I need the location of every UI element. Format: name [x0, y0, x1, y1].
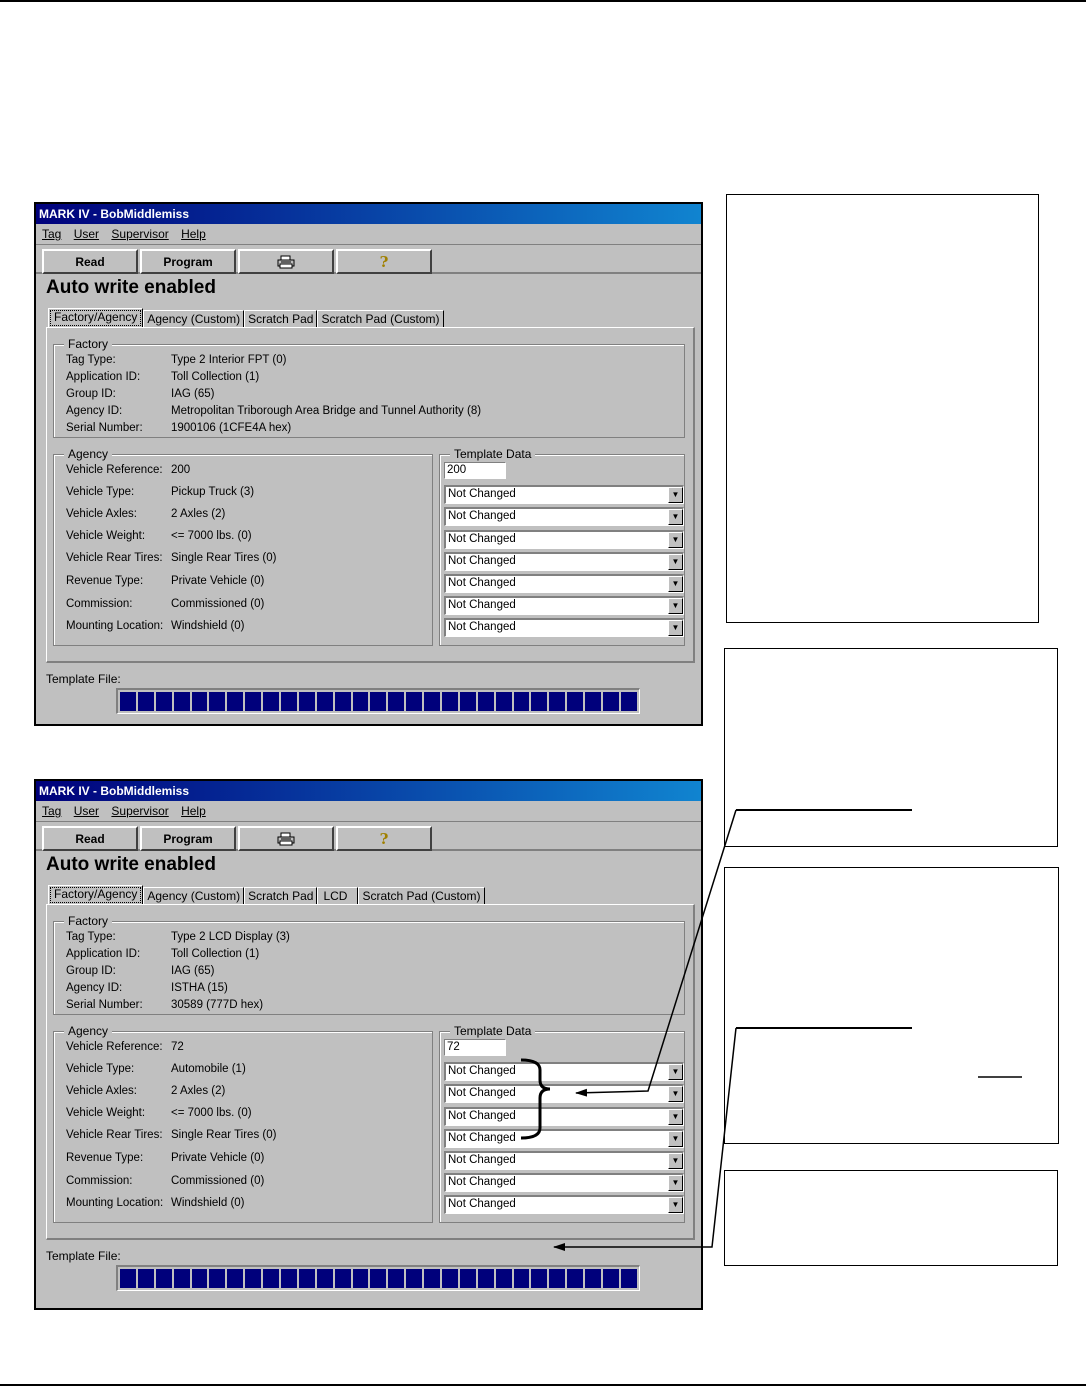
progress-segment [442, 1269, 458, 1288]
status-text: Auto write enabled [46, 277, 216, 298]
vehicle-reference-input[interactable]: 200 [444, 462, 506, 479]
factory-row: Agency ID: Metropolitan Triborough Area Bridge and Tunnel Authority (8) [66, 405, 482, 417]
agency-row: Revenue Type: Private Vehicle (0) [66, 575, 265, 587]
factory-row: Serial Number: 30589 (777D hex) [66, 999, 264, 1011]
factory-row: Serial Number: 1900106 (1CFE4A hex) [66, 422, 292, 434]
menu-supervisor[interactable]: Supervisor [111, 804, 169, 818]
revenue-type-combo[interactable]: Not Changed ▼ [444, 1151, 684, 1170]
window-title: MARK IV - BobMiddlemiss [36, 204, 701, 224]
progress-segment [424, 692, 440, 711]
printer-icon [277, 255, 295, 269]
dropdown-arrow-icon[interactable]: ▼ [668, 1109, 683, 1125]
program-button[interactable]: Program [140, 826, 236, 851]
app-window-1 [34, 202, 703, 726]
dropdown-arrow-icon[interactable]: ▼ [668, 509, 683, 525]
progress-segment [138, 1269, 154, 1288]
progress-segment [353, 1269, 369, 1288]
progress-segment [192, 692, 208, 711]
dropdown-arrow-icon[interactable]: ▼ [668, 554, 683, 570]
bottom-rule [0, 1384, 1086, 1386]
template-file-label: Template File: [46, 1249, 121, 1263]
agency-row: Revenue Type: Private Vehicle (0) [66, 1152, 265, 1164]
menu-bar [36, 801, 701, 822]
agency-row: Vehicle Reference: 200 [66, 464, 191, 476]
progress-segment [406, 1269, 422, 1288]
menu-supervisor[interactable]: Supervisor [111, 227, 169, 241]
dropdown-arrow-icon[interactable]: ▼ [668, 620, 683, 636]
tab-scratch-pad-custom[interactable]: Scratch Pad (Custom) [358, 887, 484, 905]
dropdown-arrow-icon[interactable]: ▼ [668, 1131, 683, 1147]
progress-segment [514, 692, 530, 711]
progress-segment [621, 1269, 637, 1288]
progress-segment [585, 692, 601, 711]
agency-row: Commission: Commissioned (0) [66, 598, 265, 610]
agency-group-label: Agency [64, 1024, 112, 1038]
vehicle-weight-combo[interactable]: Not Changed ▼ [444, 530, 684, 549]
menu-help[interactable]: Help [181, 804, 206, 818]
template-data-label: Template Data [450, 1024, 535, 1038]
vehicle-reference-input[interactable]: 72 [444, 1039, 506, 1056]
factory-row: Tag Type: Type 2 Interior FPT (0) [66, 354, 287, 366]
template-data-group [439, 447, 685, 646]
callout-box-4 [724, 1170, 1058, 1266]
help-button[interactable] [336, 249, 432, 274]
progress-segment [263, 1269, 279, 1288]
progress-segment [549, 692, 565, 711]
agency-group [53, 447, 433, 646]
vehicle-axles-combo[interactable]: Not Changed ▼ [444, 507, 684, 526]
agency-group [53, 1024, 433, 1223]
progress-bar [116, 1265, 640, 1291]
tab-panel [46, 327, 695, 663]
progress-segment [138, 692, 154, 711]
toolbar [36, 245, 701, 274]
progress-segment [567, 1269, 583, 1288]
progress-segment [549, 1269, 565, 1288]
agency-row: Vehicle Axles: 2 Axles (2) [66, 1085, 226, 1097]
callout-box-1 [726, 194, 1039, 623]
vehicle-weight-combo[interactable]: Not Changed ▼ [444, 1107, 684, 1126]
read-button[interactable]: Read [42, 826, 138, 851]
progress-segment [567, 692, 583, 711]
menu-tag[interactable]: Tag [42, 804, 62, 818]
progress-segment [281, 692, 297, 711]
top-rule [0, 0, 1086, 2]
factory-row: Group ID: IAG (65) [66, 965, 215, 977]
progress-segment [585, 1269, 601, 1288]
menu-bar [36, 224, 701, 245]
progress-segment [388, 692, 404, 711]
callout-box-3 [724, 867, 1059, 1144]
rear-tires-combo[interactable]: Not Changed ▼ [444, 552, 684, 571]
vehicle-axles-combo[interactable]: Not Changed ▼ [444, 1084, 684, 1103]
factory-row: Tag Type: Type 2 LCD Display (3) [66, 931, 290, 943]
factory-group-label: Factory [64, 337, 112, 351]
progress-segment [442, 692, 458, 711]
mounting-location-combo[interactable]: Not Changed ▼ [444, 618, 684, 637]
dropdown-arrow-icon[interactable]: ▼ [668, 1197, 683, 1213]
agency-row: Commission: Commissioned (0) [66, 1175, 265, 1187]
status-text: Auto write enabled [46, 854, 216, 875]
agency-row: Vehicle Type: Automobile (1) [66, 1063, 246, 1075]
question-icon: ? [379, 829, 389, 848]
read-button[interactable]: Read [42, 249, 138, 274]
progress-segment [120, 1269, 136, 1288]
progress-segment [603, 692, 619, 711]
revenue-type-combo[interactable]: Not Changed ▼ [444, 574, 684, 593]
dropdown-arrow-icon[interactable]: ▼ [668, 1064, 683, 1080]
tab-panel [46, 904, 695, 1240]
toolbar [36, 822, 701, 851]
progress-segment [317, 692, 333, 711]
window-title: MARK IV - BobMiddlemiss [36, 781, 701, 801]
tab-lcd[interactable]: LCD [317, 887, 358, 905]
progress-segment [281, 1269, 297, 1288]
progress-segment [209, 692, 225, 711]
agency-row: Mounting Location: Windshield (0) [66, 620, 245, 632]
progress-segment [174, 692, 190, 711]
progress-segment [120, 692, 136, 711]
progress-segment [370, 1269, 386, 1288]
agency-row: Mounting Location: Windshield (0) [66, 1197, 245, 1209]
progress-segment [335, 1269, 351, 1288]
template-data-label: Template Data [450, 447, 535, 461]
agency-group-label: Agency [64, 447, 112, 461]
factory-row: Group ID: IAG (65) [66, 388, 215, 400]
progress-segment [353, 692, 369, 711]
progress-segment [460, 1269, 476, 1288]
menu-user[interactable]: User [73, 227, 100, 241]
print-button[interactable] [238, 826, 334, 851]
progress-segment [514, 1269, 530, 1288]
progress-bar [116, 688, 640, 714]
question-icon: ? [379, 252, 389, 271]
dropdown-arrow-icon[interactable]: ▼ [668, 1086, 683, 1102]
dropdown-arrow-icon[interactable]: ▼ [668, 487, 683, 503]
dropdown-arrow-icon[interactable]: ▼ [668, 532, 683, 548]
tab-agency-custom[interactable]: Agency (Custom) [143, 887, 244, 905]
progress-segment [227, 1269, 243, 1288]
callout-box-2 [724, 648, 1058, 847]
tab-strip [48, 885, 485, 905]
progress-segment [299, 1269, 315, 1288]
progress-segment [603, 1269, 619, 1288]
agency-row: Vehicle Rear Tires: Single Rear Tires (0) [66, 1129, 277, 1141]
progress-segment [388, 1269, 404, 1288]
progress-segment [478, 1269, 494, 1288]
progress-segment [531, 692, 547, 711]
progress-segment [478, 692, 494, 711]
factory-row: Application ID: Toll Collection (1) [66, 948, 260, 960]
template-data-group [439, 1024, 685, 1223]
menu-help[interactable]: Help [181, 227, 206, 241]
progress-segment [460, 692, 476, 711]
tab-strip [48, 308, 444, 328]
progress-segment [496, 1269, 512, 1288]
tab-factory-agency[interactable]: Factory/Agency [48, 308, 143, 328]
progress-segment [209, 1269, 225, 1288]
vehicle-type-combo[interactable]: Not Changed ▼ [444, 1062, 684, 1081]
tab-factory-agency[interactable]: Factory/Agency [48, 885, 143, 905]
tab-scratch-pad[interactable]: Scratch Pad [244, 887, 317, 905]
progress-segment [156, 1269, 172, 1288]
mounting-location-combo[interactable]: Not Changed ▼ [444, 1195, 684, 1214]
help-button[interactable] [336, 826, 432, 851]
tab-scratch-pad-custom[interactable]: Scratch Pad (Custom) [317, 310, 443, 328]
progress-segment [263, 692, 279, 711]
tab-agency-custom[interactable]: Agency (Custom) [143, 310, 244, 328]
dropdown-arrow-icon[interactable]: ▼ [668, 576, 683, 592]
program-button[interactable]: Program [140, 249, 236, 274]
progress-segment [370, 692, 386, 711]
progress-segment [299, 692, 315, 711]
menu-tag[interactable]: Tag [42, 227, 62, 241]
commission-combo[interactable]: Not Changed ▼ [444, 596, 684, 615]
progress-segment [621, 692, 637, 711]
factory-row: Agency ID: ISTHA (15) [66, 982, 228, 994]
factory-group [53, 914, 685, 1015]
print-button[interactable] [238, 249, 334, 274]
app-window-2 [34, 779, 703, 1310]
progress-segment [174, 1269, 190, 1288]
progress-segment [406, 692, 422, 711]
dropdown-arrow-icon[interactable]: ▼ [668, 1153, 683, 1169]
progress-segment [245, 692, 261, 711]
progress-segment [424, 1269, 440, 1288]
template-file-label: Template File: [46, 672, 121, 686]
dropdown-arrow-icon[interactable]: ▼ [668, 598, 683, 614]
progress-segment [531, 1269, 547, 1288]
factory-row: Application ID: Toll Collection (1) [66, 371, 260, 383]
commission-combo[interactable]: Not Changed ▼ [444, 1173, 684, 1192]
agency-row: Vehicle Weight: <= 7000 lbs. (0) [66, 1107, 252, 1119]
agency-row: Vehicle Reference: 72 [66, 1041, 184, 1053]
dropdown-arrow-icon[interactable]: ▼ [668, 1175, 683, 1191]
agency-row: Vehicle Axles: 2 Axles (2) [66, 508, 226, 520]
progress-segment [496, 692, 512, 711]
menu-user[interactable]: User [73, 804, 100, 818]
progress-segment [335, 692, 351, 711]
printer-icon [277, 832, 295, 846]
agency-row: Vehicle Rear Tires: Single Rear Tires (0) [66, 552, 277, 564]
factory-group [53, 337, 685, 438]
progress-segment [317, 1269, 333, 1288]
progress-segment [192, 1269, 208, 1288]
rear-tires-combo[interactable]: Not Changed ▼ [444, 1129, 684, 1148]
progress-segment [227, 692, 243, 711]
agency-row: Vehicle Type: Pickup Truck (3) [66, 486, 255, 498]
agency-row: Vehicle Weight: <= 7000 lbs. (0) [66, 530, 252, 542]
progress-segment [156, 692, 172, 711]
tab-scratch-pad[interactable]: Scratch Pad [244, 310, 317, 328]
progress-segment [245, 1269, 261, 1288]
vehicle-type-combo[interactable]: Not Changed ▼ [444, 485, 684, 504]
factory-group-label: Factory [64, 914, 112, 928]
